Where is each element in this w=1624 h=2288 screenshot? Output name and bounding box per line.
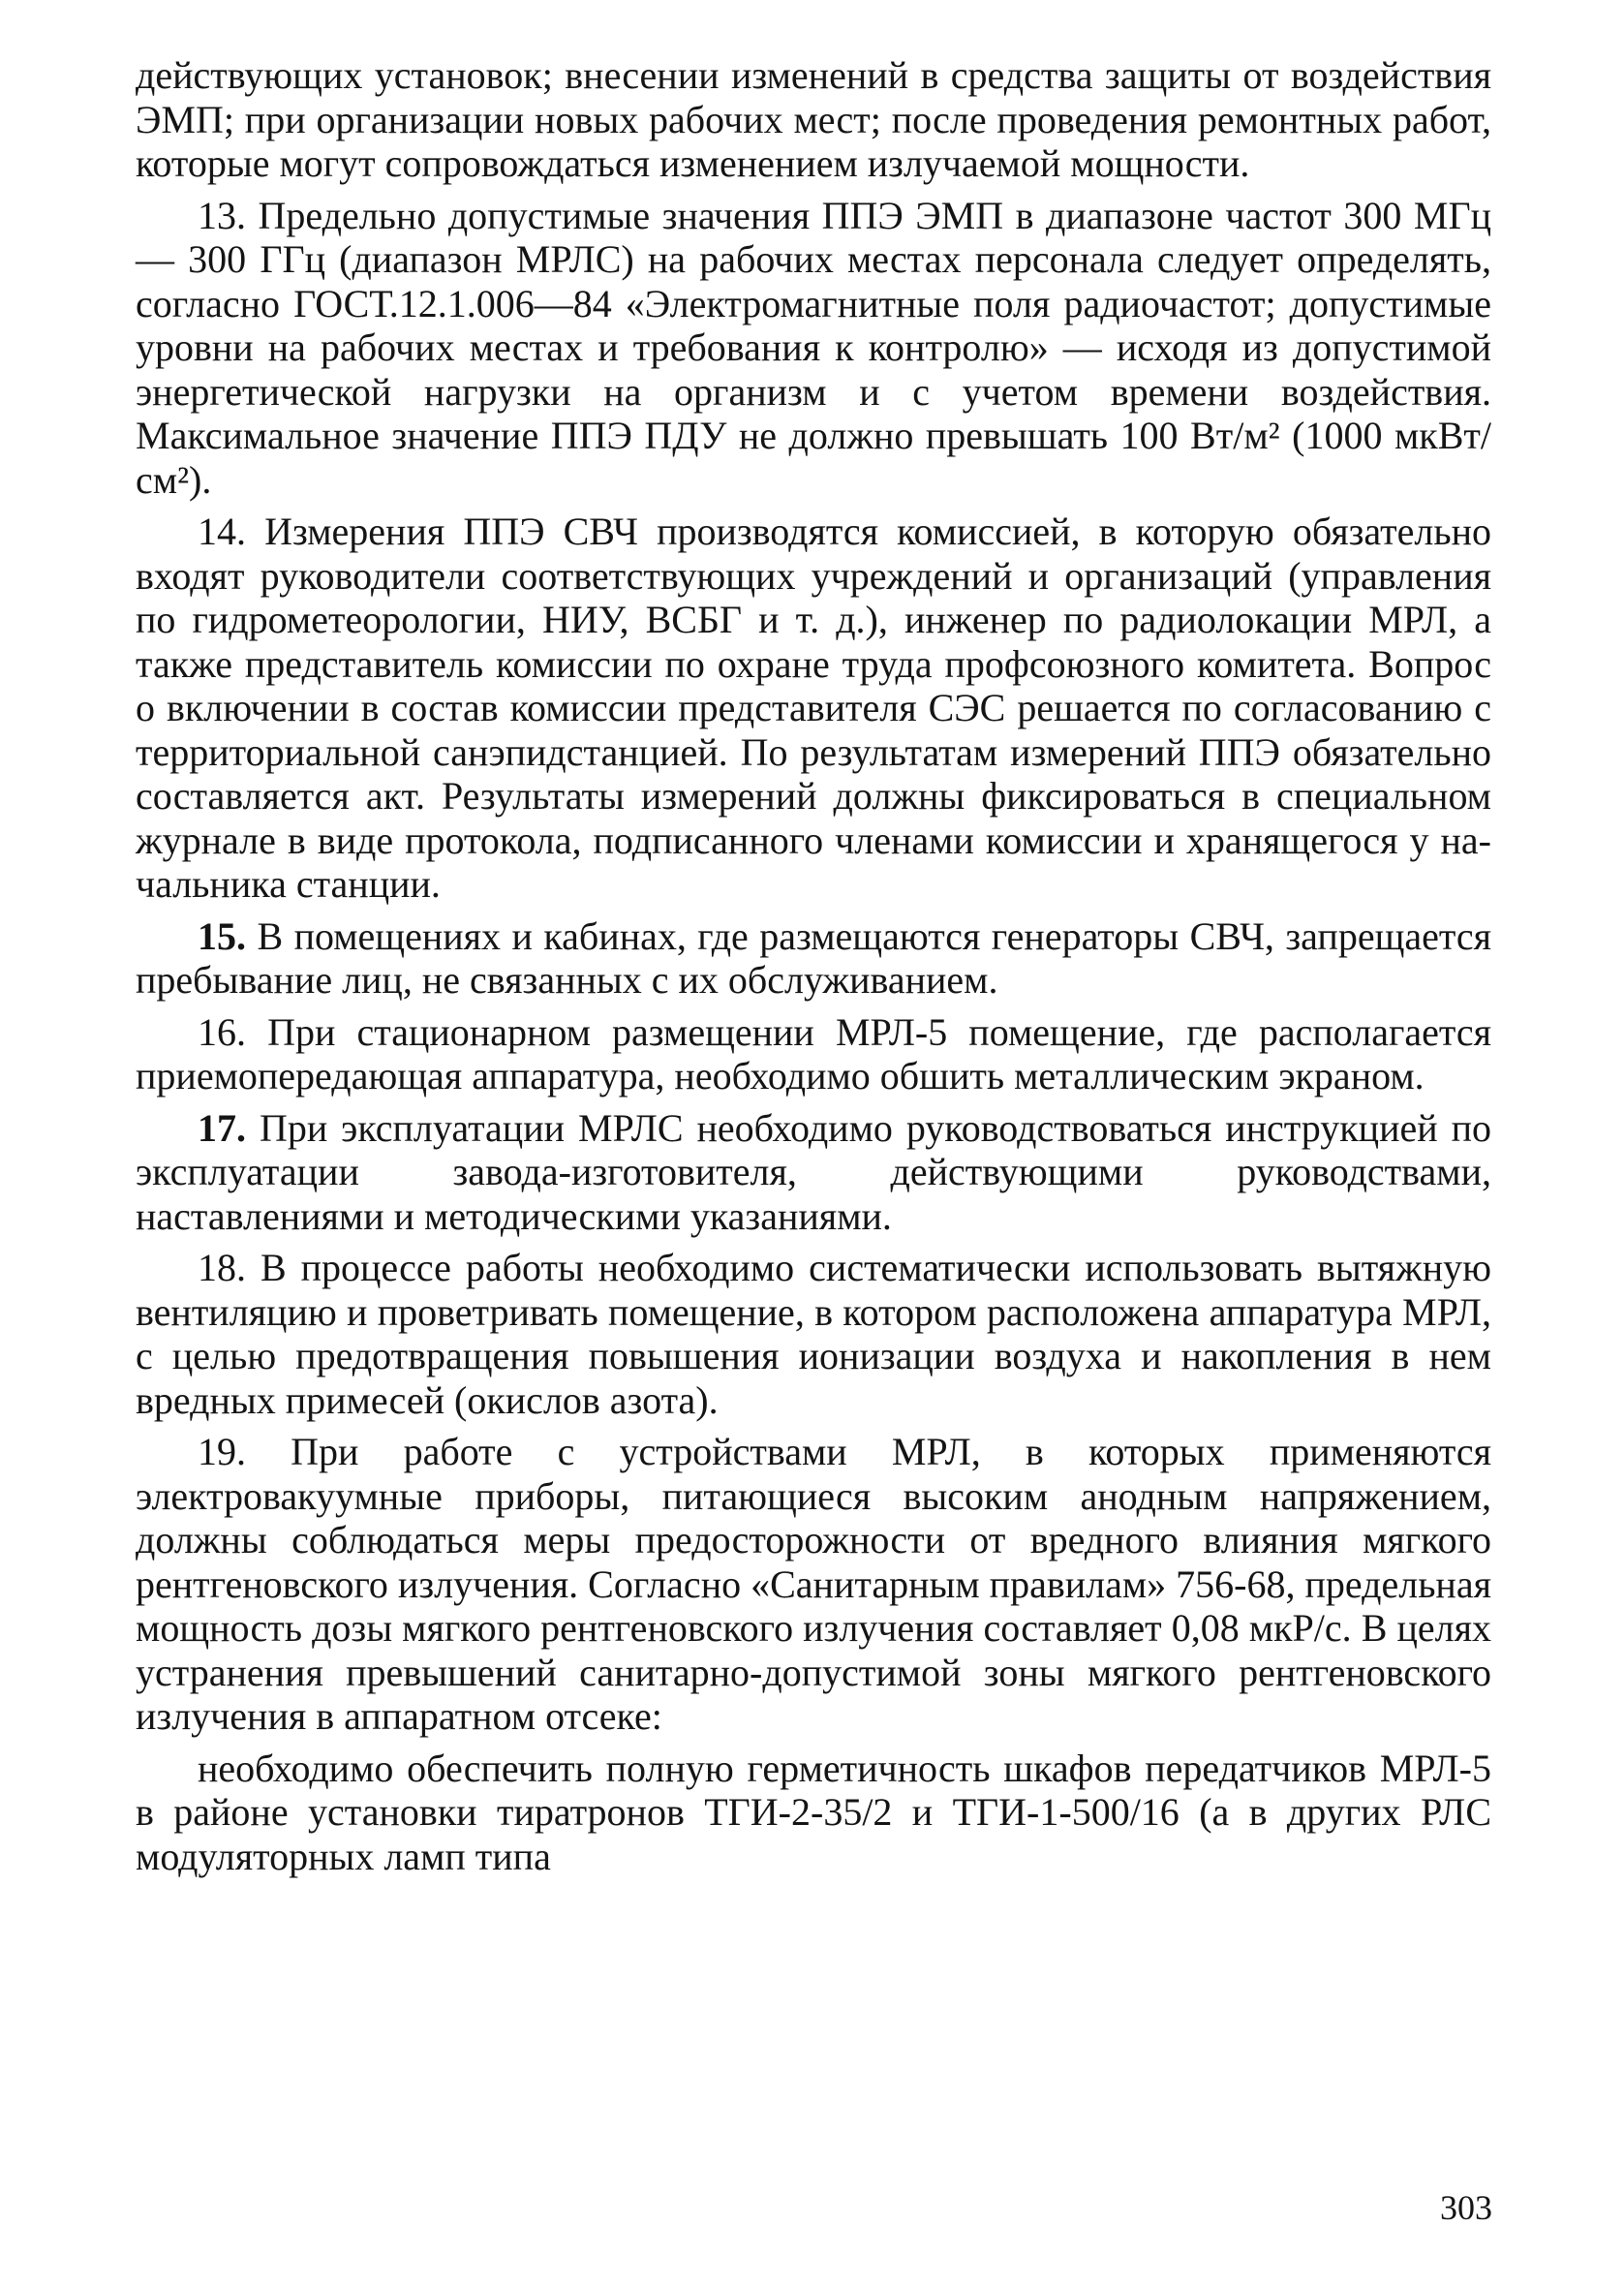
paragraph-number: 13. <box>198 193 246 237</box>
paragraph-list-item <box>136 1747 1491 1879</box>
paragraph-text: необходимо обеспечить полную герметичность шкафов передатчиков МРЛ-5 в районе установки тиратронов ТГИ-2-35/2 и ТГИ-1-500/16 (а в других РЛС модуляторных ламп типа <box>136 1746 1491 1878</box>
paragraph-18 <box>136 1246 1491 1422</box>
paragraph-text: В помещениях и кабинах, где размещаются генераторы СВЧ, запрещается пребывание лиц, не связанных с их обслуживанием. <box>136 913 1491 1002</box>
paragraph-number: 17. <box>198 1105 246 1150</box>
paragraph-16 <box>136 1010 1491 1098</box>
paragraph-text: При стационарном размещении МРЛ-5 помещение, где располагается приемопередающая аппаратура, необходимо обшить металлическим экраном. <box>136 1009 1491 1098</box>
paragraph-text: Предельно допустимые значения ППЭ ЭМП в диапазоне частот 300 МГц — 300 ГГц (диапазон МРЛС) на рабочих местах персонала следует определять, согласно ГОСТ.12.1.006—84 «Электромагнитные поля радиочастот; допустимые уровни на рабочих местах и требования к контролю» — исходя из допустимой энергетической нагрузки на организм и с учетом времени воздействия. Максимальное значение ППЭ ПДУ не должно превышать 100 Вт/м² (1000 мкВт/см²). <box>136 193 1491 502</box>
paragraph-number: 15. <box>198 913 246 958</box>
paragraph-text: действующих установок; внесении изменений в средства защиты от воздействия ЭМП; при организации новых рабочих мест; после проведения ремонтных работ, которые могут сопровождаться изменением излучаемой мощности. <box>136 53 1491 185</box>
paragraph-number: 14. <box>198 510 246 553</box>
paragraph-number: 19. <box>198 1430 246 1473</box>
paragraph-17 <box>136 1106 1491 1239</box>
paragraph-text: При работе с устройствами МРЛ, в которых применяются электровакуумные приборы, питающиеся высоким анодным напряжением, должны соблюдаться меры предосторожности от вредного влияния мягкого рентгеновского излучения. Согласно «Санитарным правилам» 756-68, предельная мощность дозы мягкого рентгеновского излучения составляет 0,08 мкР/с. В целях устранения превышений санитарно-допустимой зоны мягкого рентгеновского излучения в аппаратном отсеке: <box>136 1430 1491 1738</box>
paragraph-text: В процессе работы необходимо систематически использовать вытяжную вентиляцию и проветривать помещение, в котором расположена аппаратура МРЛ, с целью предотвращения повышения ионизации воздуха и накопления в нем вредных примесей (окислов азота). <box>136 1246 1491 1422</box>
page-body <box>136 53 1491 1878</box>
paragraph-number: 18. <box>198 1246 246 1289</box>
paragraph-number: 16. <box>198 1009 246 1054</box>
paragraph-14 <box>136 510 1491 907</box>
paragraph-15 <box>136 914 1491 1003</box>
paragraph-19 <box>136 1430 1491 1739</box>
page-number: 303 <box>1440 2188 1492 2227</box>
paragraph-text: При эксплуатации МРЛС необходимо руководствоваться инструкцией по эксплуатации завода-изготовителя, действующими руководствами, наставлениями и методическими указаниями. <box>136 1105 1491 1238</box>
paragraph-continuation <box>136 53 1491 186</box>
paragraph-text: Измерения ППЭ СВЧ производятся комиссией, в которую обязательно входят руководители соответствующих учреждений и организаций (управления по гидрометеорологии, НИУ, ВСБГ и т. д.), инженер по радиолокации МРЛ, а также представитель комиссии по охране труда профсоюзного комитета. Вопрос о включении в состав комиссии представителя СЭС решается по согласованию с территориальной санэпидстанцией. По результатам измерений ППЭ обязательно составляется акт. Результаты измерений должны фиксироваться в специальном журнале в виде протокола, подписанного членами комиссии и хранящегося у начальника станции. <box>136 510 1491 906</box>
paragraph-13 <box>136 194 1491 503</box>
